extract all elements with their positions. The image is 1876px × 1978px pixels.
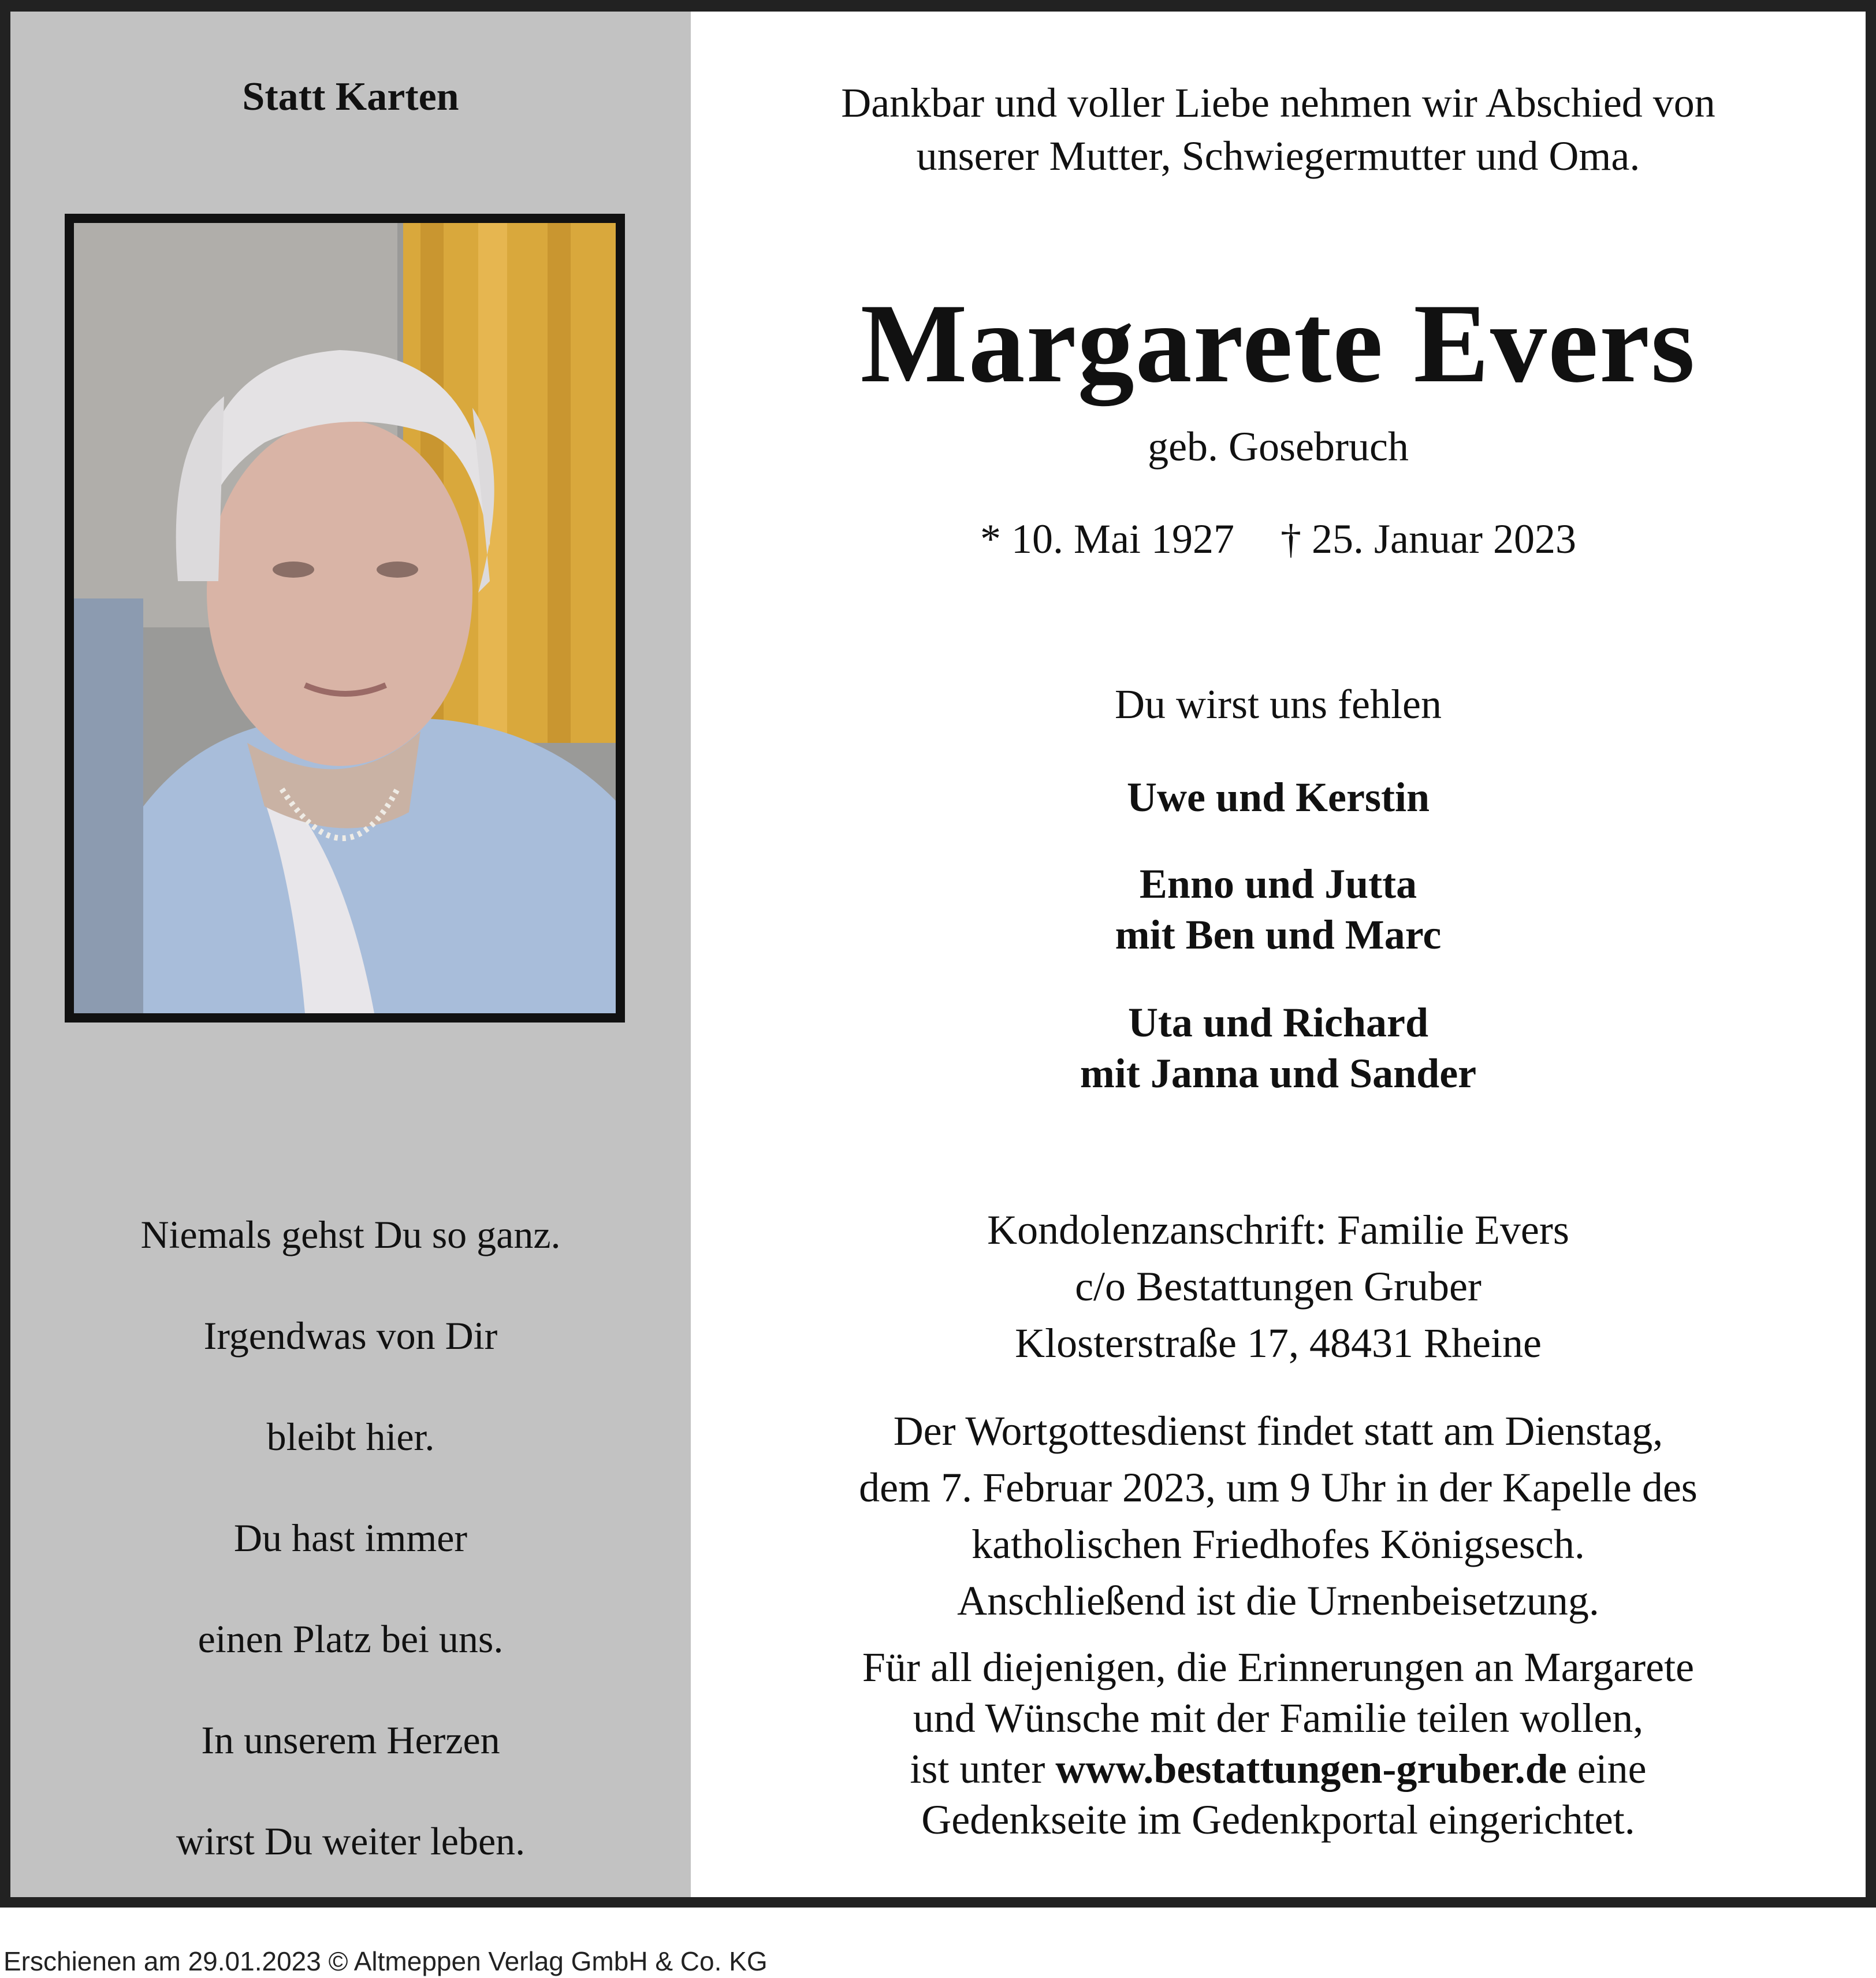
memorial-line [691, 1743, 1866, 1794]
death-date: † 25. Januar 2023 [1281, 516, 1576, 562]
condolence-address [691, 1202, 1866, 1371]
publication-footer: Erschienen am 29.01.2023 © Altmeppen Verlag GmbH & Co. KG [3, 1946, 768, 1976]
poem-line: wirst Du weiter leben. [176, 1819, 526, 1863]
poem-line: Niemals gehst Du so ganz. [140, 1213, 561, 1256]
intro-line: Dankbar und voller Liebe nehmen wir Abschied von [841, 80, 1715, 126]
poem-line: einen Platz bei uns. [198, 1617, 504, 1661]
family-group [691, 858, 1866, 960]
life-dates [691, 515, 1866, 563]
family-name: mit Ben und Marc [1115, 912, 1442, 958]
deceased-name: Margarete Evers [860, 281, 1696, 406]
service-line: katholischen Friedhofes Königsesch. [972, 1521, 1585, 1567]
memorial-line: und Wünsche mit der Familie teilen wollen, [913, 1695, 1644, 1741]
address-line: Klosterstraße 17, 48431 Rheine [1015, 1320, 1542, 1366]
memorial-text: ist unter [910, 1746, 1056, 1792]
service-info [691, 1403, 1866, 1629]
memorial-text: eine [1566, 1746, 1647, 1792]
memorial-info [691, 1642, 1866, 1845]
left-panel [10, 12, 691, 1897]
poem-line: In unserem Herzen [201, 1718, 500, 1762]
service-line: dem 7. Februar 2023, um 9 Uhr in der Kapelle des [859, 1464, 1698, 1511]
poem-line: Irgendwas von Dir [203, 1314, 498, 1358]
farewell-line: Du wirst uns fehlen [1115, 681, 1442, 727]
address-line: Kondolenzanschrift: Familie Evers [987, 1207, 1569, 1253]
poem [10, 1184, 691, 1892]
family-name: Uwe und Kerstin [1126, 774, 1430, 820]
address-line: c/o Bestattungen Gruber [1075, 1263, 1482, 1310]
family-group [691, 997, 1866, 1099]
family-name: Enno und Jutta [1139, 861, 1417, 907]
intro-line: unserer Mutter, Schwiegermutter und Oma. [916, 133, 1640, 179]
family-name: Uta und Richard [1127, 999, 1429, 1046]
memorial-line: Für all diejenigen, die Erinnerungen an Margarete [862, 1644, 1695, 1690]
family-group [691, 772, 1866, 823]
service-line: Der Wortgottesdienst findet statt am Dienstag, [893, 1408, 1663, 1454]
service-line: Anschließend ist die Urnenbeisetzung. [957, 1578, 1599, 1624]
memorial-line: Gedenkseite im Gedenkportal eingerichtet. [921, 1797, 1635, 1843]
poem-line: Du hast immer [233, 1516, 468, 1560]
intro-text [691, 76, 1866, 183]
statt-karten-header: Statt Karten [242, 75, 459, 119]
birth-date: * 10. Mai 1927 [980, 516, 1235, 562]
right-panel [691, 12, 1866, 1897]
portrait-photo [65, 214, 625, 1023]
memorial-link[interactable]: www.bestattungen-gruber.de [1055, 1746, 1567, 1792]
poem-line: bleibt hier. [266, 1415, 435, 1459]
maiden-name: geb. Gosebruch [1148, 423, 1409, 470]
family-name: mit Janna und Sander [1080, 1050, 1477, 1096]
